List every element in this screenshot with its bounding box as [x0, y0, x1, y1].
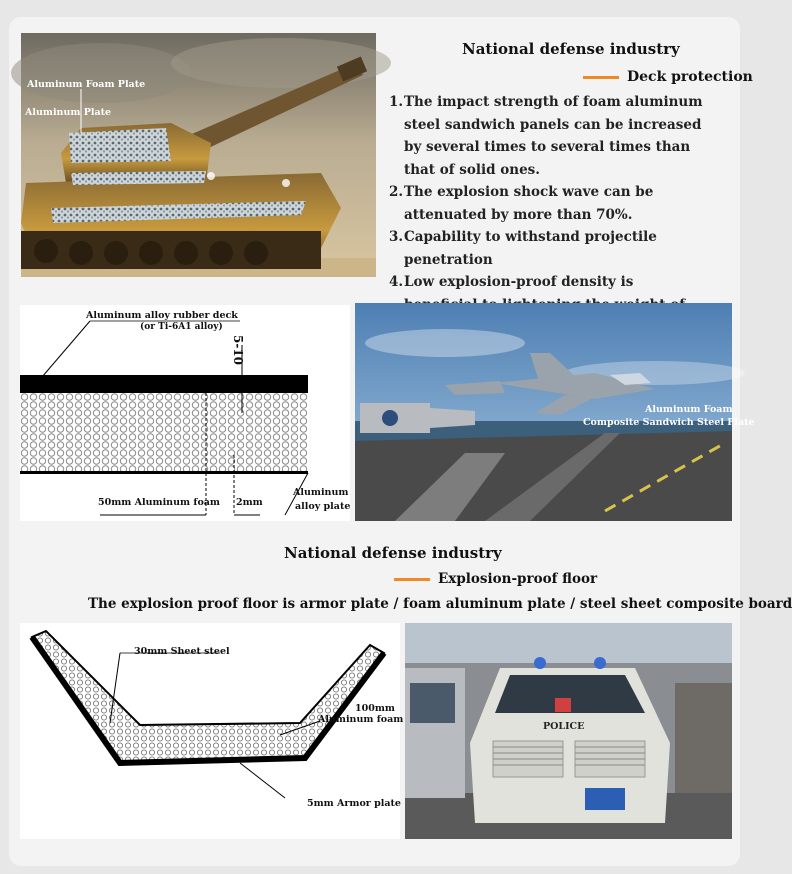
composite-board-subtitle: The explosion proof floor is armor plate / foam aluminum plate / steel sheet composite board	[88, 596, 792, 612]
jet-label-line1: Aluminum Foam	[645, 404, 733, 415]
carrier-jet-photo	[355, 303, 755, 521]
list-item: 2. The explosion shock wave can be attenuated by more than 70%.	[389, 184, 654, 223]
orange-legend-bar	[583, 76, 619, 79]
police-text: POLICE	[543, 721, 585, 732]
list-item: 1. The impact strength of foam aluminum steel sandwich panels can be increased by several times to several times than that of solid ones.	[389, 94, 703, 178]
plate-label-line1: Aluminum	[293, 487, 349, 498]
deck-alt-label: (or Ti-6A1 alloy)	[140, 322, 223, 332]
plate-thickness-label: 2mm	[236, 497, 263, 508]
orange-legend-bar	[394, 578, 430, 581]
sheet-steel-label: 30mm Sheet steel	[134, 646, 230, 657]
floor-diagram	[20, 623, 404, 839]
deck-protection-legend	[583, 69, 753, 85]
list-item: 3. Capability to withstand projectile penetration	[389, 229, 657, 268]
aluminum-plate-label: Aluminum Plate	[25, 107, 112, 118]
deck-protection-label: Deck protection	[627, 69, 753, 85]
section2-title: National defense industry	[284, 544, 502, 562]
deck-diagram	[20, 305, 350, 521]
foam-thickness-label: 50mm Aluminum foam	[98, 497, 220, 508]
police-vehicle-photo	[405, 623, 732, 839]
jet-label-line2: Composite Sandwich Steel Plate	[583, 417, 755, 428]
benefits-list	[389, 91, 709, 339]
explosion-proof-label: Explosion-proof floor	[438, 571, 598, 587]
foam-label-line1: 100mm	[355, 703, 395, 714]
section1-title: National defense industry	[462, 40, 680, 58]
armor-plate-label: 5mm Armor plate	[307, 798, 401, 809]
deck-label: Aluminum alloy rubber deck	[86, 310, 238, 321]
list-item: 4. Low explosion-proof density is	[389, 274, 634, 290]
foam-label-line2: Aluminum foam	[318, 714, 404, 725]
top-thickness-label: 5-10	[231, 335, 245, 366]
tank-photo	[21, 33, 376, 277]
plate-label-line2: alloy plate	[295, 501, 351, 512]
explosion-proof-legend	[394, 571, 597, 587]
tank-illustration	[21, 33, 376, 277]
aluminum-foam-plate-label: Aluminum Foam Plate	[27, 79, 146, 90]
